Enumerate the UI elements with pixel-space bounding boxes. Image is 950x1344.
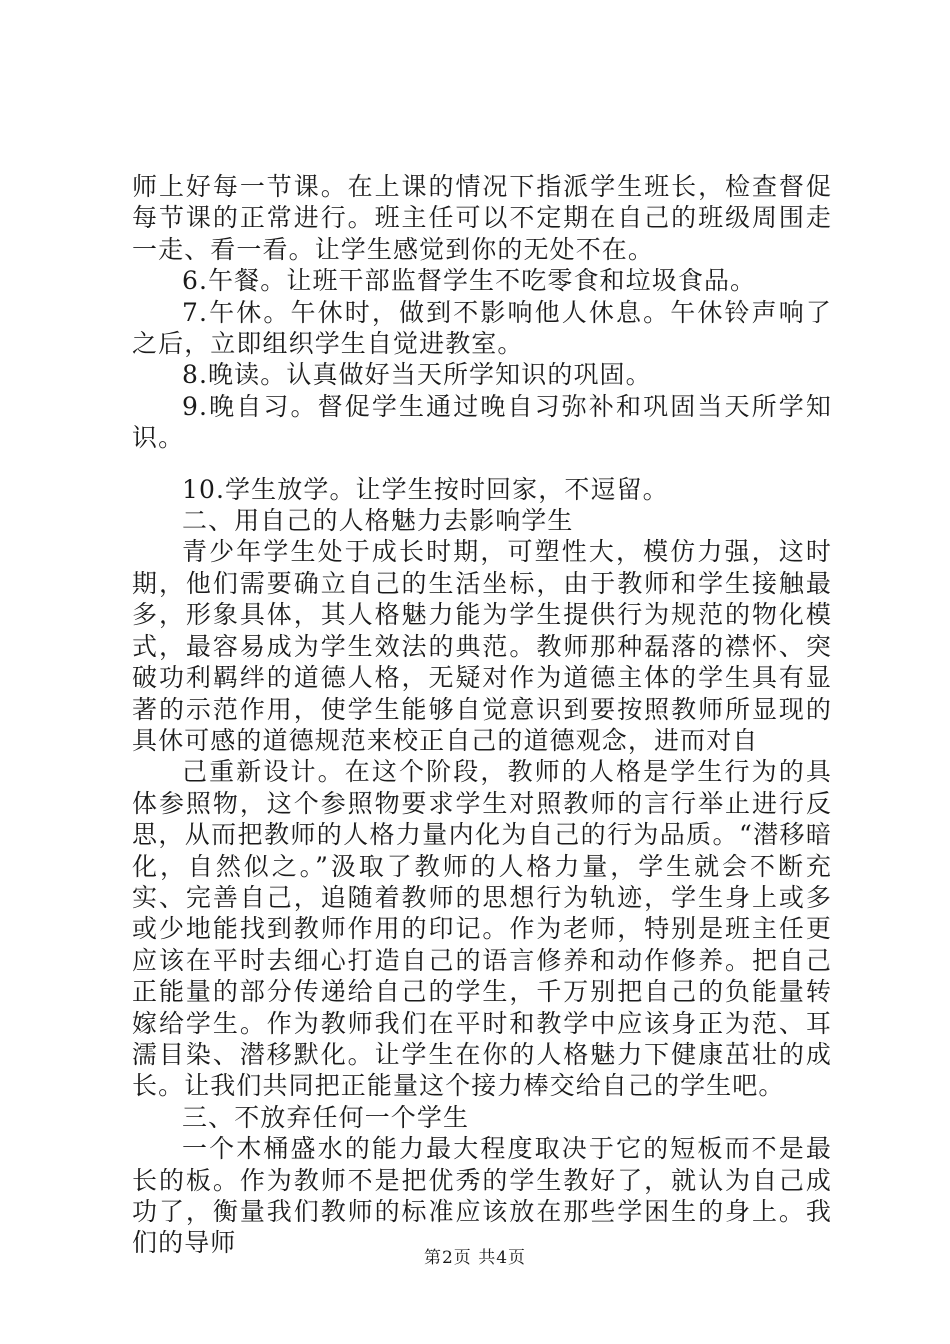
- list-item-lunch: 6.午餐。让班干部监督学生不吃零食和垃圾食品。: [182, 266, 757, 296]
- section-heading-3: 三、不放弃任何一个学生: [182, 1102, 470, 1132]
- list-item-evening-reading: 8.晚读。认真做好当天所学知识的巩固。: [182, 360, 652, 390]
- list-item-nap: 7.午休。午休时，做到不影响他人休息。午休铃声响了之后，立即组织学生自觉进教室。: [132, 297, 832, 359]
- document-body: [132, 171, 832, 1259]
- paragraph-every-student: 一个木桶盛水的能力最大程度取决于它的短板而不是最长的板。作为教师不是把优秀的学生教好了，就认为自己成功了，衡量我们教师的标准应该放在那些学困生的身上。我们的导师: [132, 1134, 832, 1258]
- paragraph-personality-2: 己重新设计。在这个阶段，教师的人格是学生行为的具体参照物，这个参照物要求学生对照教师的言行举止进行反思，从而把教师的人格力量内化为自己的行为品质。“潜移暗化，自然似之。”汲取了教师的人格力量，学生就会不断充实、完善自己，追随着教师的思想行为轨迹，学生身上或多或少地能找到教师作用的印记。作为老师，特别是班主任更应该在平时去细心打造自己的语言修养和动作修养。把自己正能量的部分传递给自己的学生，千万别把自己的负能量转嫁给学生。作为教师我们在平时和教学中应该身正为范、耳濡目染、潜移默化。让学生在你的人格魅力下健康茁壮的成长。让我们共同把正能量这个接力棒交给自己的学生吧。: [132, 757, 832, 1101]
- paragraph-continuation: 师上好每一节课。在上课的情况下指派学生班长，检查督促每节课的正常进行。班主任可以不定期在自己的班级周围走一走、看一看。让学生感觉到你的无处不在。: [132, 172, 832, 264]
- page-number-footer: 第2页 共4页: [423, 1248, 527, 1268]
- list-item-evening-study: 9.晚自习。督促学生通过晚自习弥补和巩固当天所学知识。: [132, 391, 832, 453]
- paragraph-personality-1: 青少年学生处于成长时期，可塑性大，模仿力强，这时期，他们需要确立自己的生活坐标，由于教师和学生接触最多，形象具体，其人格魅力能为学生提供行为规范的物化模式，最容易成为学生效法的典范。教师那种磊落的襟怀、突破功利羁绊的道德人格，无疑对作为道德主体的学生具有显著的示范作用，使学生能够自觉意识到要按照教师所显现的具休可感的道德规范来校正自己的道德观念，进而对自: [132, 537, 832, 755]
- list-item-dismissal: 10.学生放学。让学生按时回家，不逗留。: [182, 474, 669, 504]
- section-heading-2: 二、用自己的人格魅力去影响学生: [182, 506, 574, 536]
